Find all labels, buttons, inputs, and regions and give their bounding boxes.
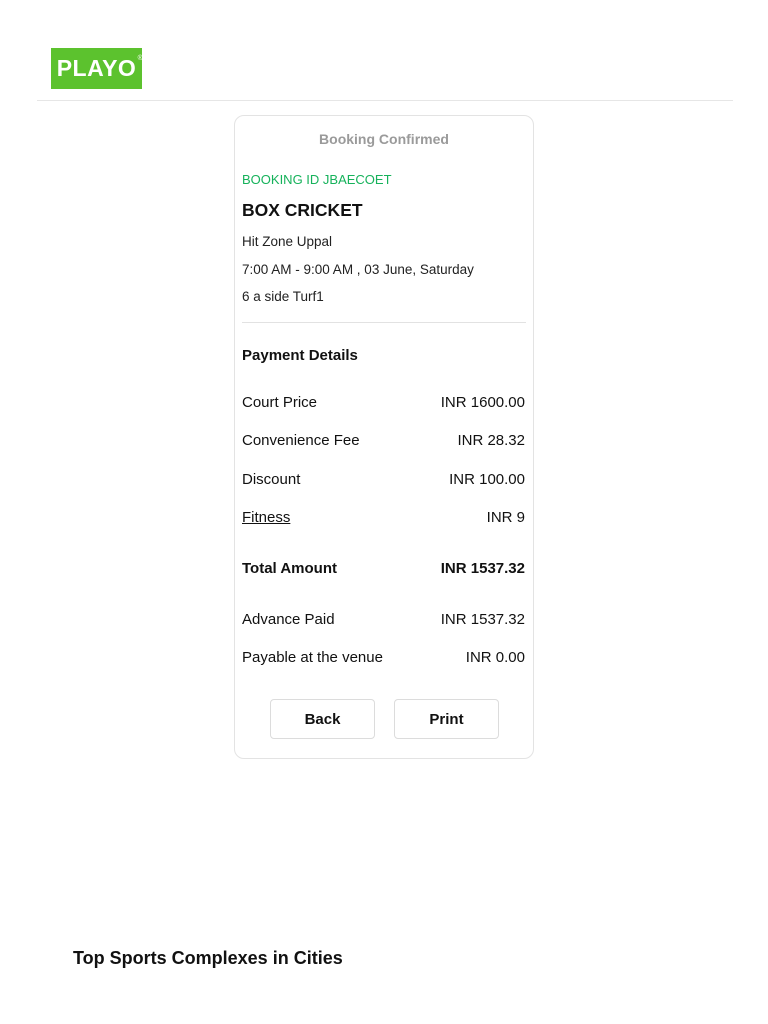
payment-row-convenience-fee [242, 432, 525, 449]
booking-card [234, 115, 534, 759]
booking-id: BOOKING ID JBAECOET [242, 172, 392, 187]
logo-wordmark: PLAYO [56, 55, 137, 81]
payment-label: Discount [242, 471, 301, 488]
payment-label: Court Price [242, 394, 318, 411]
payable-label: Payable at the venue [242, 649, 383, 666]
playo-logo[interactable] [51, 48, 142, 89]
booking-time: 7:00 AM - 9:00 AM , 03 June, Saturday [242, 262, 474, 277]
logo-text [56, 55, 144, 82]
payment-value: INR 28.32 [457, 432, 525, 449]
header [37, 0, 733, 101]
payment-label: Convenience Fee [242, 432, 360, 449]
back-button[interactable]: Back [270, 699, 375, 739]
registered-mark: ® [137, 55, 144, 62]
total-label: Total Amount [242, 560, 337, 577]
payable-value: INR 0.00 [465, 649, 525, 666]
payment-value: INR 100.00 [449, 471, 525, 488]
advance-value: INR 1537.32 [440, 611, 525, 628]
court-name: 6 a side Turf1 [242, 289, 324, 304]
divider [242, 322, 526, 323]
advance-label: Advance Paid [242, 611, 335, 628]
payment-row-payable [242, 649, 525, 666]
payment-value: INR 1600.00 [440, 394, 525, 411]
payment-row-advance [242, 611, 525, 628]
payment-details-title: Payment Details [242, 347, 358, 364]
top-sports-complexes-heading: Top Sports Complexes in Cities [73, 948, 343, 968]
print-button[interactable]: Print [394, 699, 499, 739]
fitness-link[interactable]: Fitness [242, 509, 291, 526]
payment-row-discount [242, 471, 525, 488]
payment-row-fitness [242, 509, 525, 526]
payment-row-court-price [242, 394, 525, 411]
booking-status: Booking Confirmed [319, 131, 449, 147]
total-value: INR 1537.32 [440, 560, 525, 577]
payment-value: INR 9 [486, 509, 525, 526]
sport-name: BOX CRICKET [242, 200, 363, 220]
venue-name: Hit Zone Uppal [242, 234, 333, 249]
payment-row-total [242, 560, 525, 577]
